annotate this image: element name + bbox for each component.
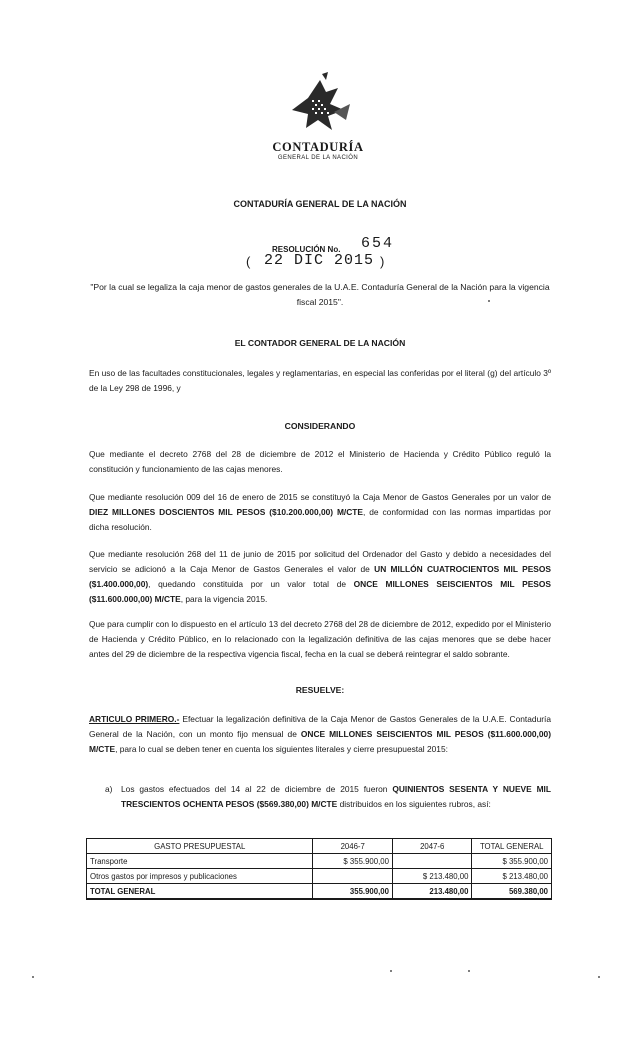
p2-text-a: Que mediante resolución 009 del 16 de enero de 2015 se constituyó la Caja Menor de Gastos Generales por un valor de xyxy=(89,492,551,502)
literal-a xyxy=(105,782,552,812)
table-cell: 569.380,00 xyxy=(472,884,552,900)
p3-text-a: Que mediante resolución 268 del 11 de junio de 2015 por solicitud del Ordenador del Gasto y debido a necesidades del servicio se adicionó a la Caja Menor de Gastos Generales el valor de xyxy=(89,549,551,574)
article-text-a: Efectuar la legalización definitiva de la Caja Menor de Gastos Generales de la U.A.E. Contaduría General de la Nación, con un monto fijo mensual de xyxy=(89,714,551,739)
literal-amount: QUINIENTOS SESENTA Y NUEVE MIL TRESCIENTOS OCHENTA PESOS ($569.380,00) M/CTE xyxy=(121,784,552,809)
literal-text-a: Los gastos efectuados del 14 al 22 de diciembre de 2015 fueron xyxy=(121,784,393,794)
logo-name: CONTADURÍA xyxy=(272,140,364,154)
table-cell: Otros gastos por impresos y publicaciones xyxy=(87,869,313,884)
scan-speck xyxy=(390,970,392,972)
table-cell xyxy=(313,869,393,884)
table-cell: 355.900,00 xyxy=(313,884,393,900)
table-header: TOTAL GENERAL xyxy=(472,839,552,854)
literal-label: a) xyxy=(105,784,113,794)
table-row xyxy=(87,869,552,884)
table-row xyxy=(87,854,552,869)
table-header-row xyxy=(87,839,552,854)
table-header: GASTO PRESUPUESTAL xyxy=(87,839,313,854)
entity-heading: CONTADURÍA GENERAL DE LA NACIÓN xyxy=(233,199,407,209)
scan-speck xyxy=(598,976,600,978)
table-header: 2047-6 xyxy=(392,839,472,854)
resolution-date: 22 DIC 2015 xyxy=(264,252,375,269)
p2-amount: DIEZ MILLONES DOSCIENTOS MIL PESOS ($10.200.000,00) M/CTE xyxy=(89,507,364,517)
p3-amount-total: ONCE MILLONES SEISCIENTOS MIL PESOS ($11.600.000,00) M/CTE xyxy=(89,579,551,604)
p3-amount-added: UN MILLÓN CUATROCIENTOS MIL PESOS ($1.400.000,00) xyxy=(89,564,551,589)
table-cell: 213.480,00 xyxy=(392,884,472,900)
resolution-label: RESOLUCIÓN No. xyxy=(272,245,341,254)
considerando-paragraph-3 xyxy=(89,547,551,607)
table-cell: Transporte xyxy=(87,854,313,869)
table-cell: $ 355.900,00 xyxy=(472,854,552,869)
resolution-number: 654 xyxy=(361,235,395,252)
article-label: ARTICULO PRIMERO.- xyxy=(89,714,180,724)
table-cell: $ 355.900,00 xyxy=(313,854,393,869)
considerando-title: CONSIDERANDO xyxy=(284,421,356,431)
scan-speck xyxy=(488,300,490,302)
table-total-row xyxy=(87,884,552,900)
scan-speck xyxy=(32,976,34,978)
authority-text: En uso de las facultades constitucionales, legales y reglamentarias, en especial las conferidas por el literal (g) del artículo 3º de la Ley 298 de 1996, y xyxy=(89,368,551,393)
budget-table xyxy=(86,838,552,900)
p2-text-c: , de conformidad con las normas impartidas por dicha resolución. xyxy=(89,507,551,532)
scan-speck xyxy=(468,970,470,972)
p3-text-c: , quedando constituida por un valor total de xyxy=(148,579,354,589)
article-first xyxy=(89,712,551,757)
considerando-paragraph-2 xyxy=(89,490,551,535)
close-paren: ) xyxy=(380,254,385,269)
resolution-motto: "Por la cual se legaliza la caja menor de gastos generales de la U.A.E. Contaduría General de la Nación para la vigencia fiscal 2015". xyxy=(90,282,550,307)
table-cell: $ 213.480,00 xyxy=(392,869,472,884)
table-cell xyxy=(392,854,472,869)
table-cell: TOTAL GENERAL xyxy=(87,884,313,900)
open-paren: ( xyxy=(246,254,251,269)
authority-title: EL CONTADOR GENERAL DE LA NACIÓN xyxy=(234,338,406,348)
table-header: 2046-7 xyxy=(313,839,393,854)
article-text-c: , para lo cual se deben tener en cuenta los siguientes literales y cierre presupuestal 2015: xyxy=(115,744,448,754)
considerando-paragraph-1: Que mediante el decreto 2768 del 28 de diciembre de 2012 el Ministerio de Hacienda y Crédito Público reguló la constitución y funcionamiento de las cajas menores. xyxy=(89,449,551,474)
resuelve-title: RESUELVE: xyxy=(295,685,345,695)
literal-text-c: distribuidos en los siguientes rubros, así: xyxy=(337,799,491,809)
p3-text-e: , para la vigencia 2015. xyxy=(180,594,268,604)
considerando-paragraph-4: Que para cumplir con lo dispuesto en el artículo 13 del decreto 2768 del 28 de diciembre de 2012, expedido por el Ministerio de Hacienda y Crédito Público, en lo relacionado con la legalización definitiva de las cajas menores que se debe hacer antes del 29 de diciembre de la respectiva vigencia fiscal, fecha en la cual se deberá reintegrar el saldo sobrante. xyxy=(89,619,551,659)
article-amount: ONCE MILLONES SEISCIENTOS MIL PESOS ($11.600.000,00) M/CTE xyxy=(89,729,551,754)
logo-subtitle: GENERAL DE LA NACIÓN xyxy=(277,155,359,161)
table-cell: $ 213.480,00 xyxy=(472,869,552,884)
